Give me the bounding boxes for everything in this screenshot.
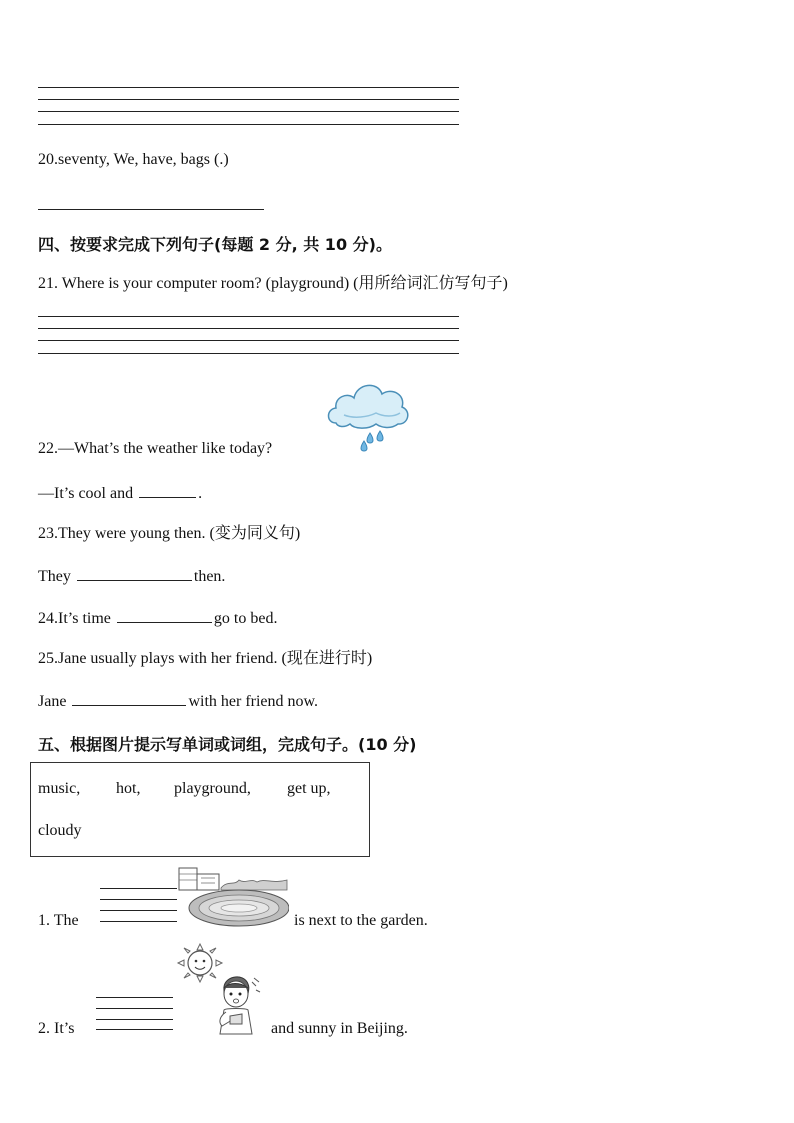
question-23: 23.They were young then. (变为同义句) xyxy=(38,525,301,542)
word-bank-item: cloudy xyxy=(38,822,82,839)
hot-boy-icon xyxy=(212,970,264,1036)
writing-line[interactable] xyxy=(38,328,459,329)
writing-line[interactable] xyxy=(100,921,177,922)
section-5-title: 五、根据图片提示写单词或词组，完成句子。(10 分) xyxy=(38,735,417,754)
question-24-prefix: 24.It’s time xyxy=(38,610,111,627)
writing-line[interactable] xyxy=(96,1019,173,1020)
writing-line[interactable] xyxy=(96,997,173,998)
word-bank-item: get up, xyxy=(287,780,331,797)
question-22: 22.—What’s the weather like today? xyxy=(38,440,273,457)
answer-22-suffix: . xyxy=(198,485,203,502)
question-24-suffix: go to bed. xyxy=(213,610,278,627)
word-bank-item: music, xyxy=(38,780,81,797)
word-bank xyxy=(30,762,370,857)
answer-line-20[interactable] xyxy=(38,209,264,210)
prompt-1-prefix: 1. The xyxy=(38,912,79,929)
writing-line[interactable] xyxy=(38,316,459,317)
section-4-title: 四、按要求完成下列句子(每题 2 分, 共 10 分)。 xyxy=(38,235,392,254)
answer-23-prefix: They xyxy=(38,568,71,585)
writing-line[interactable] xyxy=(100,888,177,889)
prompt-2-suffix: and sunny in Beijing. xyxy=(271,1020,408,1037)
writing-line[interactable] xyxy=(38,340,459,341)
answer-blank-22[interactable] xyxy=(139,482,196,498)
word-bank-item: hot, xyxy=(116,780,141,797)
answer-blank-23[interactable] xyxy=(77,565,192,581)
writing-line[interactable] xyxy=(100,899,177,900)
writing-line[interactable] xyxy=(96,1008,173,1009)
writing-line[interactable] xyxy=(38,353,459,354)
writing-line xyxy=(38,111,459,112)
answer-blank-25[interactable] xyxy=(72,690,186,706)
answer-blank-24[interactable] xyxy=(117,607,212,623)
writing-line xyxy=(38,87,459,88)
question-20: 20.seventy, We, have, bags (.) xyxy=(38,151,229,168)
rain-cloud-icon xyxy=(324,375,410,457)
answer-22-prefix: —It’s cool and xyxy=(38,485,134,502)
question-24 xyxy=(38,607,277,629)
answer-23 xyxy=(38,565,225,587)
answer-22 xyxy=(38,482,202,504)
question-21: 21. Where is your computer room? (playground) (用所给词汇仿写句子) xyxy=(38,275,508,292)
question-25: 25.Jane usually plays with her friend. (现在进行时) xyxy=(38,650,373,667)
word-bank-item: playground, xyxy=(174,780,251,797)
answer-25-prefix: Jane xyxy=(38,693,67,710)
writing-line[interactable] xyxy=(96,1029,173,1030)
writing-line[interactable] xyxy=(100,910,177,911)
answer-25 xyxy=(38,690,318,712)
prompt-2-prefix: 2. It’s xyxy=(38,1020,75,1037)
writing-line xyxy=(38,124,459,125)
writing-line xyxy=(38,99,459,100)
answer-23-suffix: then. xyxy=(193,568,226,585)
playground-icon xyxy=(177,866,289,928)
answer-25-suffix: with her friend now. xyxy=(188,693,319,710)
prompt-1-suffix: is next to the garden. xyxy=(294,912,428,929)
